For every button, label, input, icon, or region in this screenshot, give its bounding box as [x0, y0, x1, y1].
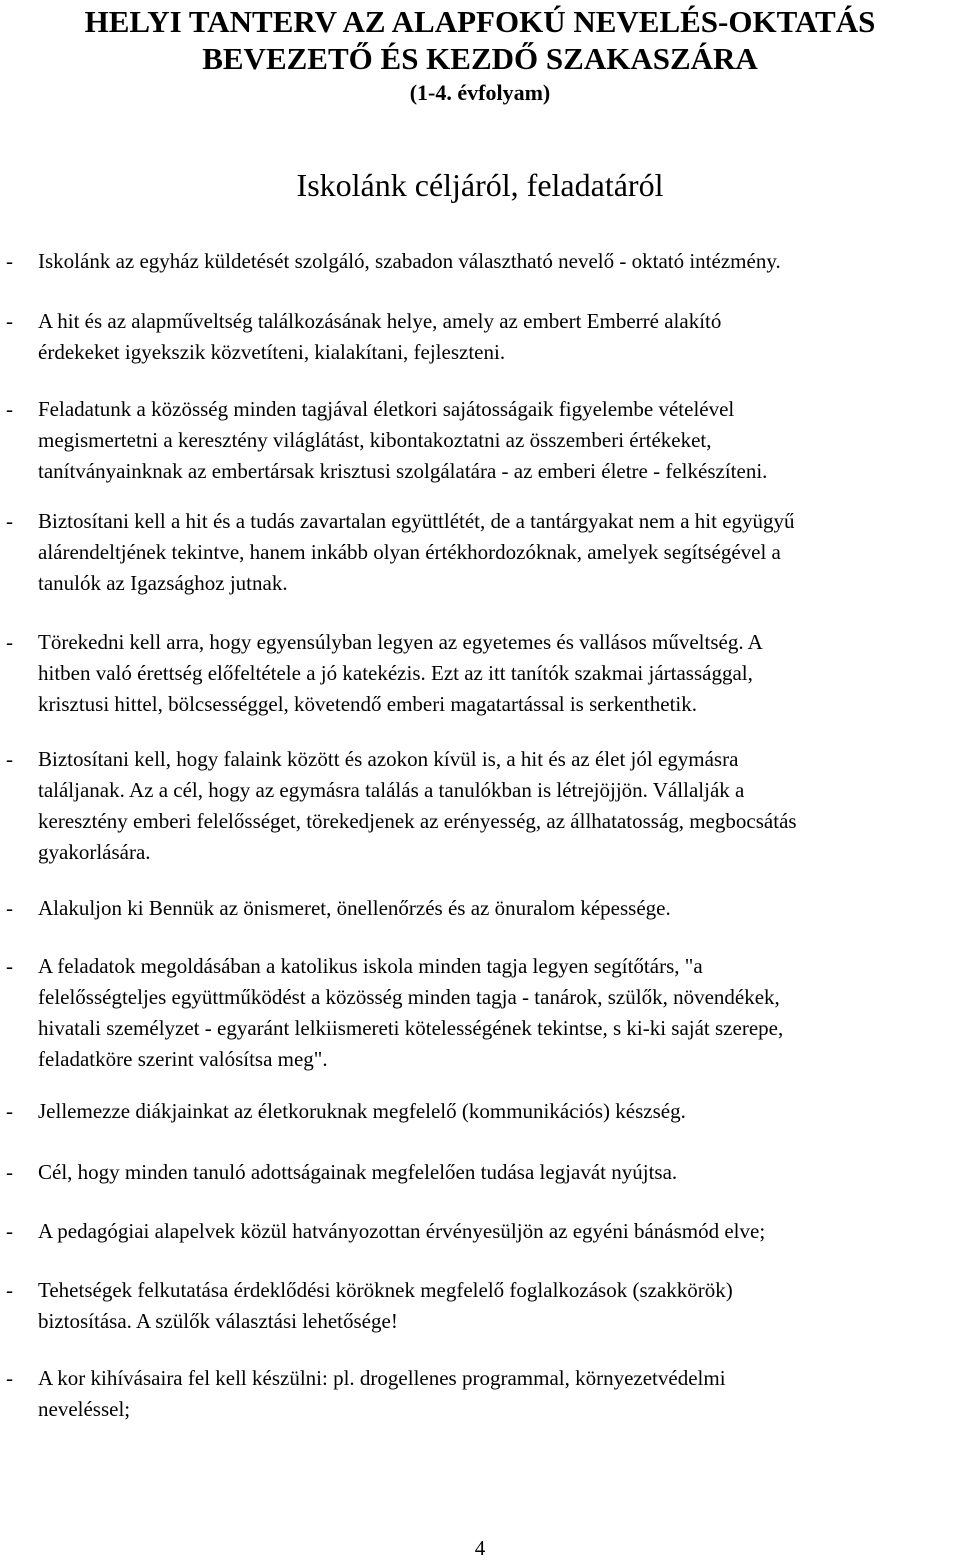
item-line: Alakuljon ki Bennük az önismeret, önellenőrzés és az önuralom képessége. [38, 896, 671, 920]
item-line: biztosítása. A szülők választási lehetősége! [38, 1309, 398, 1333]
bullet-dash: - [6, 1160, 13, 1184]
bullet-dash: - [6, 249, 13, 273]
item-line: megismertetni a keresztény világlátást, kibontakoztatni az összemberi értékeket, [38, 428, 712, 452]
grade-range-subtitle: (1-4. évfolyam) [409, 80, 551, 105]
bullet-dash: - [6, 896, 13, 920]
item-line: Jellemezze diákjainkat az életkoruknak megfelelő (kommunikációs) készség. [38, 1099, 686, 1123]
item-line: Törekedni kell arra, hogy egyensúlyban legyen az egyetemes és vallásos műveltség. A [38, 630, 763, 654]
item-line: keresztény emberi felelősséget, törekedjenek az erényesség, az állhatatosság, megbocsátás [38, 809, 797, 833]
bullet-dash: - [6, 309, 13, 333]
item-line: neveléssel; [38, 1397, 131, 1421]
bullet-dash: - [6, 1219, 13, 1243]
bullet-dash: - [6, 954, 13, 978]
item-line: krisztusi hittel, bölcsességgel, követendő emberi magatartással is serkenthetik. [38, 692, 697, 716]
page-number: 4 [474, 1536, 486, 1560]
item-line: tanítványainknak az embertársak krisztusi szolgálatára - az emberi életre - felkészíteni. [38, 459, 768, 483]
bullet-dash: - [6, 747, 13, 771]
item-line: gyakorlására. [38, 840, 151, 864]
item-line: A pedagógiai alapelvek közül hatványozottan érvényesüljön az egyéni bánásmód elve; [38, 1219, 766, 1243]
item-line: hitben való érettség előfeltétele a jó katekézis. Ezt az itt tanítók szakmai jártassággal, [38, 661, 753, 685]
item-line: találjanak. Az a cél, hogy az egymásra találás a tanulókban is létrejöjjön. Vállalják a [38, 778, 745, 802]
bullet-dash: - [6, 509, 13, 533]
document-title-line-1: HELYI TANTERV AZ ALAPFOKÚ NEVELÉS-OKTATÁS [84, 4, 876, 39]
document-title-line-2: BEVEZETŐ ÉS KEZDŐ SZAKASZÁRA [202, 41, 758, 76]
item-line: Biztosítani kell a hit és a tudás zavartalan együttlétét, de a tantárgyakat nem a hit együgyű [38, 509, 795, 533]
item-line: tanulók az Igazsághoz jutnak. [38, 571, 288, 595]
bullet-dash: - [6, 1366, 13, 1390]
item-line: A hit és az alapműveltség találkozásának helye, amely az embert Emberré alakító [38, 309, 722, 333]
bullet-dash: - [6, 1099, 13, 1123]
item-line: Feladatunk a közösség minden tagjával életkori sajátosságaik figyelembe vételével [38, 397, 735, 421]
bullet-dash: - [6, 1278, 13, 1302]
bullet-dash: - [6, 630, 13, 654]
item-line: A feladatok megoldásában a katolikus iskola minden tagja legyen segítőtárs, "a [38, 954, 703, 978]
item-line: alárendeltjének tekintve, hanem inkább olyan értékhordozóknak, amelyek segítségével a [38, 540, 781, 564]
item-line: felelősségteljes együttműködést a közösség minden tagja - tanárok, szülők, növendékek, [38, 985, 780, 1009]
item-line: Cél, hogy minden tanuló adottságainak megfelelően tudása legjavát nyújtsa. [38, 1160, 678, 1184]
item-line: hivatali személyzet - egyaránt lelkiismereti kötelességének tekintse, s ki-ki saját szerepe, [38, 1016, 784, 1040]
item-line: feladatköre szerint valósítsa meg". [38, 1047, 328, 1071]
item-line: érdekeket igyekszik közvetíteni, kialakítani, fejleszteni. [38, 340, 506, 364]
bullet-dash: - [6, 397, 13, 421]
item-line: Biztosítani kell, hogy falaink között és azokon kívül is, a hit és az élet jól egymásra [38, 747, 739, 771]
item-line: Iskolánk az egyház küldetését szolgáló, szabadon választható nevelő - oktató intézmény. [38, 249, 781, 273]
item-line: A kor kihívásaira fel kell készülni: pl. drogellenes programmal, környezetvédelmi [38, 1366, 726, 1390]
section-heading: Iskolánk céljáról, feladatáról [296, 167, 664, 203]
item-line: Tehetségek felkutatása érdeklődési köröknek megfelelő foglalkozások (szakkörök) [38, 1278, 733, 1302]
